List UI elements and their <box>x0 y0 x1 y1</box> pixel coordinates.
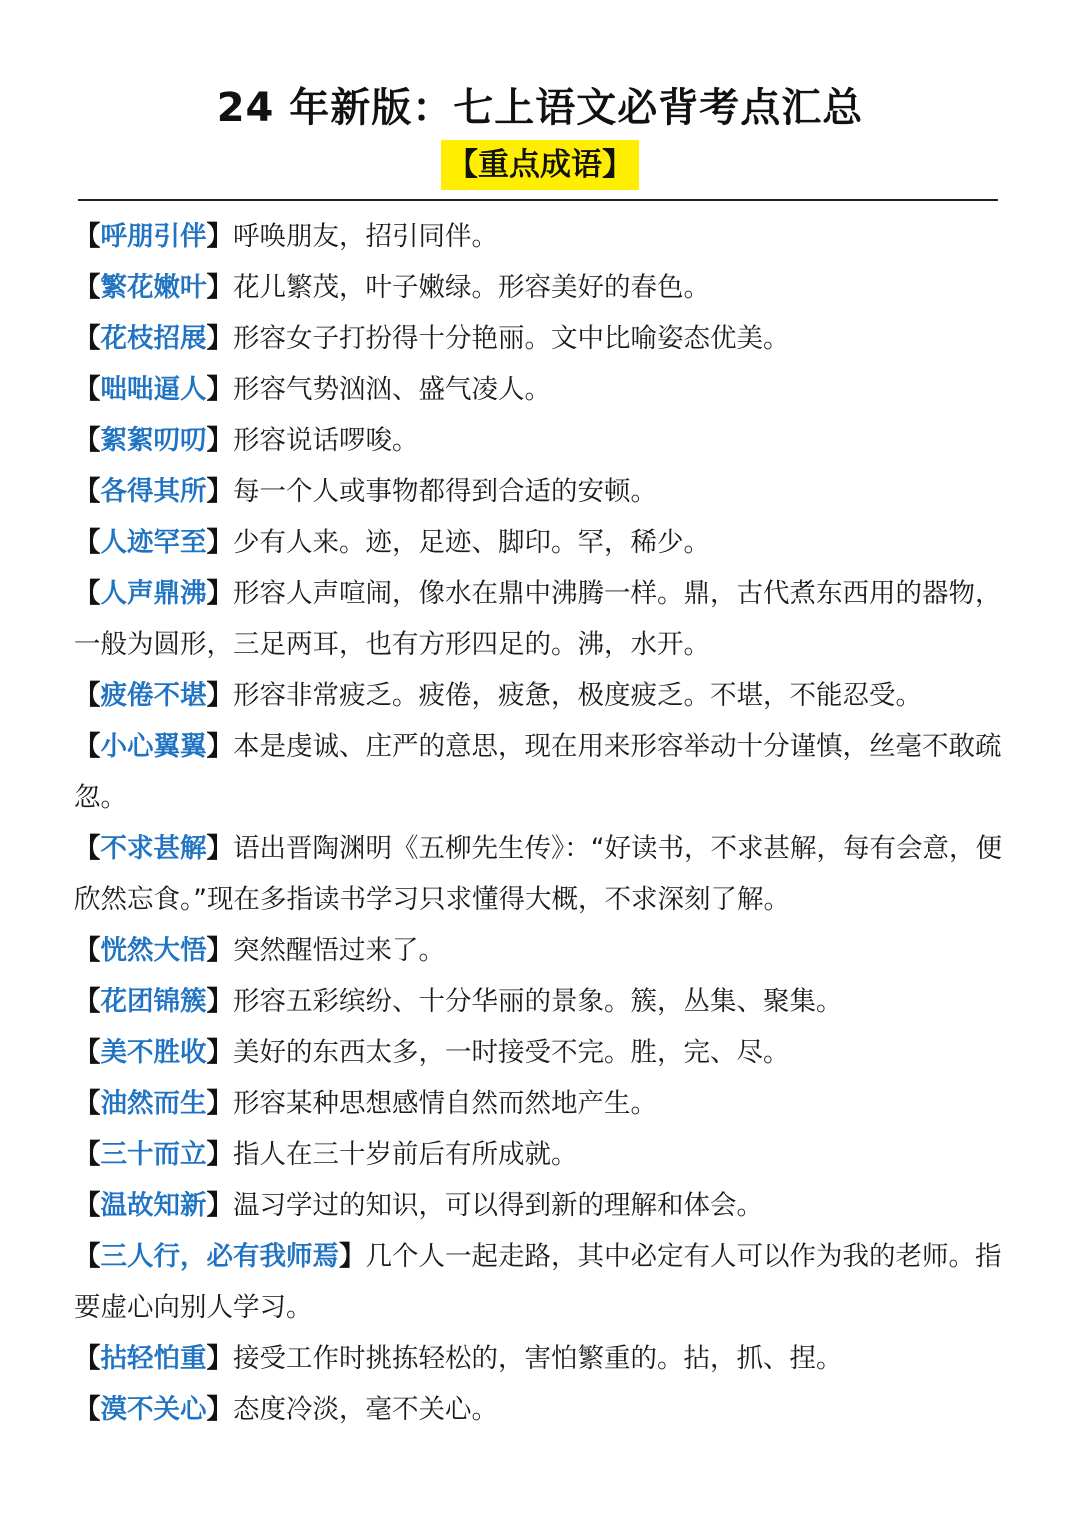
bracket-open: 【 <box>74 1241 101 1272</box>
bracket-open: 【 <box>74 1190 101 1221</box>
idiom-entry <box>74 1333 1014 1384</box>
subtitle-wrap <box>0 140 1080 190</box>
bracket-close: 】 <box>206 935 233 966</box>
idiom-entry <box>74 466 1014 517</box>
idiom-definition: 美好的东西太多，一时接受不完。胜，完、尽。 <box>233 1037 790 1068</box>
idiom-term: 不求甚解 <box>100 833 207 864</box>
idiom-definition: 本是虔诚、庄严的意思，现在用来形容举动十分谨慎，丝毫不敢疏忽。 <box>74 731 1002 813</box>
idiom-entry <box>74 1078 1014 1129</box>
idiom-term: 各得其所 <box>100 476 207 507</box>
bracket-open: 【 <box>74 1139 101 1170</box>
bracket-open: 【 <box>74 731 101 762</box>
idiom-term: 人声鼎沸 <box>100 578 207 609</box>
idiom-definition: 形容非常疲乏。疲倦，疲惫，极度疲乏。不堪，不能忍受。 <box>233 680 922 711</box>
idiom-entry <box>74 415 1014 466</box>
idiom-term: 漠不关心 <box>100 1394 207 1425</box>
bracket-close: 】 <box>339 1241 366 1272</box>
idiom-term: 絮絮叨叨 <box>100 425 207 456</box>
bracket-open: 【 <box>74 1394 101 1425</box>
idiom-entry <box>74 313 1014 364</box>
idiom-term: 美不胜收 <box>100 1037 207 1068</box>
bracket-open: 【 <box>74 476 101 507</box>
bracket-close: 】 <box>206 578 233 609</box>
bracket-open: 【 <box>74 1037 101 1068</box>
page-title: 24 年新版：七上语文必背考点汇总 <box>216 85 864 131</box>
bracket-close: 】 <box>206 680 233 711</box>
idiom-entry <box>74 1180 1014 1231</box>
bracket-close: 】 <box>206 1394 233 1425</box>
bracket-open: 【 <box>74 1088 101 1119</box>
idiom-entry <box>74 976 1014 1027</box>
idiom-definition: 几个人一起走路，其中必定有人可以作为我的老师。指要虚心向别人学习。 <box>74 1241 1002 1323</box>
bracket-open: 【 <box>74 578 101 609</box>
bracket-close: 】 <box>206 425 233 456</box>
bracket-close: 】 <box>206 221 233 252</box>
bracket-close: 】 <box>206 374 233 405</box>
idiom-definition: 少有人来。迹，足迹、脚印。罕，稀少。 <box>233 527 710 558</box>
bracket-close: 】 <box>206 731 233 762</box>
idiom-term: 油然而生 <box>100 1088 207 1119</box>
bracket-open: 【 <box>74 221 101 252</box>
bracket-open: 【 <box>74 374 101 405</box>
bracket-close: 】 <box>206 272 233 303</box>
idiom-entry <box>74 721 1014 823</box>
bracket-open: 【 <box>74 935 101 966</box>
bracket-close: 】 <box>206 527 233 558</box>
idiom-term: 三十而立 <box>100 1139 207 1170</box>
idiom-entry <box>74 670 1014 721</box>
idiom-entry <box>74 211 1014 262</box>
idiom-term: 温故知新 <box>100 1190 207 1221</box>
bracket-close: 】 <box>206 1139 233 1170</box>
idiom-entry <box>74 1231 1014 1333</box>
idiom-entry <box>74 925 1014 976</box>
idiom-definition: 花儿繁茂，叶子嫩绿。形容美好的春色。 <box>233 272 710 303</box>
idiom-entry <box>74 823 1014 925</box>
bracket-close: 】 <box>206 476 233 507</box>
idiom-definition: 呼唤朋友，招引同伴。 <box>233 221 498 252</box>
idiom-definition: 温习学过的知识，可以得到新的理解和体会。 <box>233 1190 763 1221</box>
bracket-open: 【 <box>74 986 101 1017</box>
idiom-entry <box>74 568 1014 670</box>
idiom-definition: 每一个人或事物都得到合适的安顿。 <box>233 476 657 507</box>
bracket-close: 】 <box>206 833 233 864</box>
idiom-entry <box>74 364 1014 415</box>
bracket-close: 】 <box>206 1190 233 1221</box>
bracket-close: 】 <box>206 986 233 1017</box>
idiom-term: 花枝招展 <box>100 323 207 354</box>
idiom-definition: 形容气势汹汹、盛气凌人。 <box>233 374 551 405</box>
title-divider <box>78 199 998 201</box>
idiom-definition: 指人在三十岁前后有所成就。 <box>233 1139 578 1170</box>
bracket-close: 】 <box>206 323 233 354</box>
idiom-entry <box>74 517 1014 568</box>
idiom-definition: 形容某种思想感情自然而然地产生。 <box>233 1088 657 1119</box>
bracket-open: 【 <box>74 272 101 303</box>
idiom-term: 小心翼翼 <box>100 731 207 762</box>
idiom-entry <box>74 1129 1014 1180</box>
bracket-open: 【 <box>74 1343 101 1374</box>
idiom-definition: 形容五彩缤纷、十分华丽的景象。簇，丛集、聚集。 <box>233 986 843 1017</box>
bracket-close: 】 <box>206 1088 233 1119</box>
idiom-definition: 形容人声喧闹，像水在鼎中沸腾一样。鼎，古代煮东西用的器物，一般为圆形，三足两耳，也有方形四足的。沸，水开。 <box>74 578 1002 660</box>
idiom-definition: 形容女子打扮得十分艳丽。文中比喻姿态优美。 <box>233 323 790 354</box>
idiom-term: 花团锦簇 <box>100 986 207 1017</box>
idiom-term: 疲倦不堪 <box>100 680 207 711</box>
bracket-open: 【 <box>74 833 101 864</box>
idiom-definition: 语出晋陶渊明《五柳先生传》：“好读书，不求甚解，每有会意，便欣然忘食。”现在多指读书学习只求懂得大概，不求深刻了解。 <box>74 833 1002 915</box>
bracket-open: 【 <box>74 680 101 711</box>
idiom-entry <box>74 1384 1014 1435</box>
idiom-term: 拈轻怕重 <box>100 1343 207 1374</box>
idiom-term: 恍然大悟 <box>100 935 207 966</box>
idiom-term: 咄咄逼人 <box>100 374 207 405</box>
idiom-entry <box>74 262 1014 313</box>
bracket-close: 】 <box>206 1037 233 1068</box>
bracket-open: 【 <box>74 425 101 456</box>
bracket-open: 【 <box>74 527 101 558</box>
idiom-definition: 形容说话啰唆。 <box>233 425 419 456</box>
bracket-close: 】 <box>206 1343 233 1374</box>
idiom-definition: 接受工作时挑拣轻松的，害怕繁重的。拈，抓、捏。 <box>233 1343 843 1374</box>
idiom-term: 繁花嫩叶 <box>100 272 207 303</box>
idiom-list <box>74 211 1014 1435</box>
idiom-entry <box>74 1027 1014 1078</box>
bracket-open: 【 <box>74 323 101 354</box>
idiom-definition: 态度冷淡，毫不关心。 <box>233 1394 498 1425</box>
idiom-term: 人迹罕至 <box>100 527 207 558</box>
section-subtitle: 【重点成语】 <box>441 140 639 190</box>
idiom-definition: 突然醒悟过来了。 <box>233 935 445 966</box>
idiom-term: 三人行，必有我师焉 <box>100 1241 339 1272</box>
idiom-term: 呼朋引伴 <box>100 221 207 252</box>
